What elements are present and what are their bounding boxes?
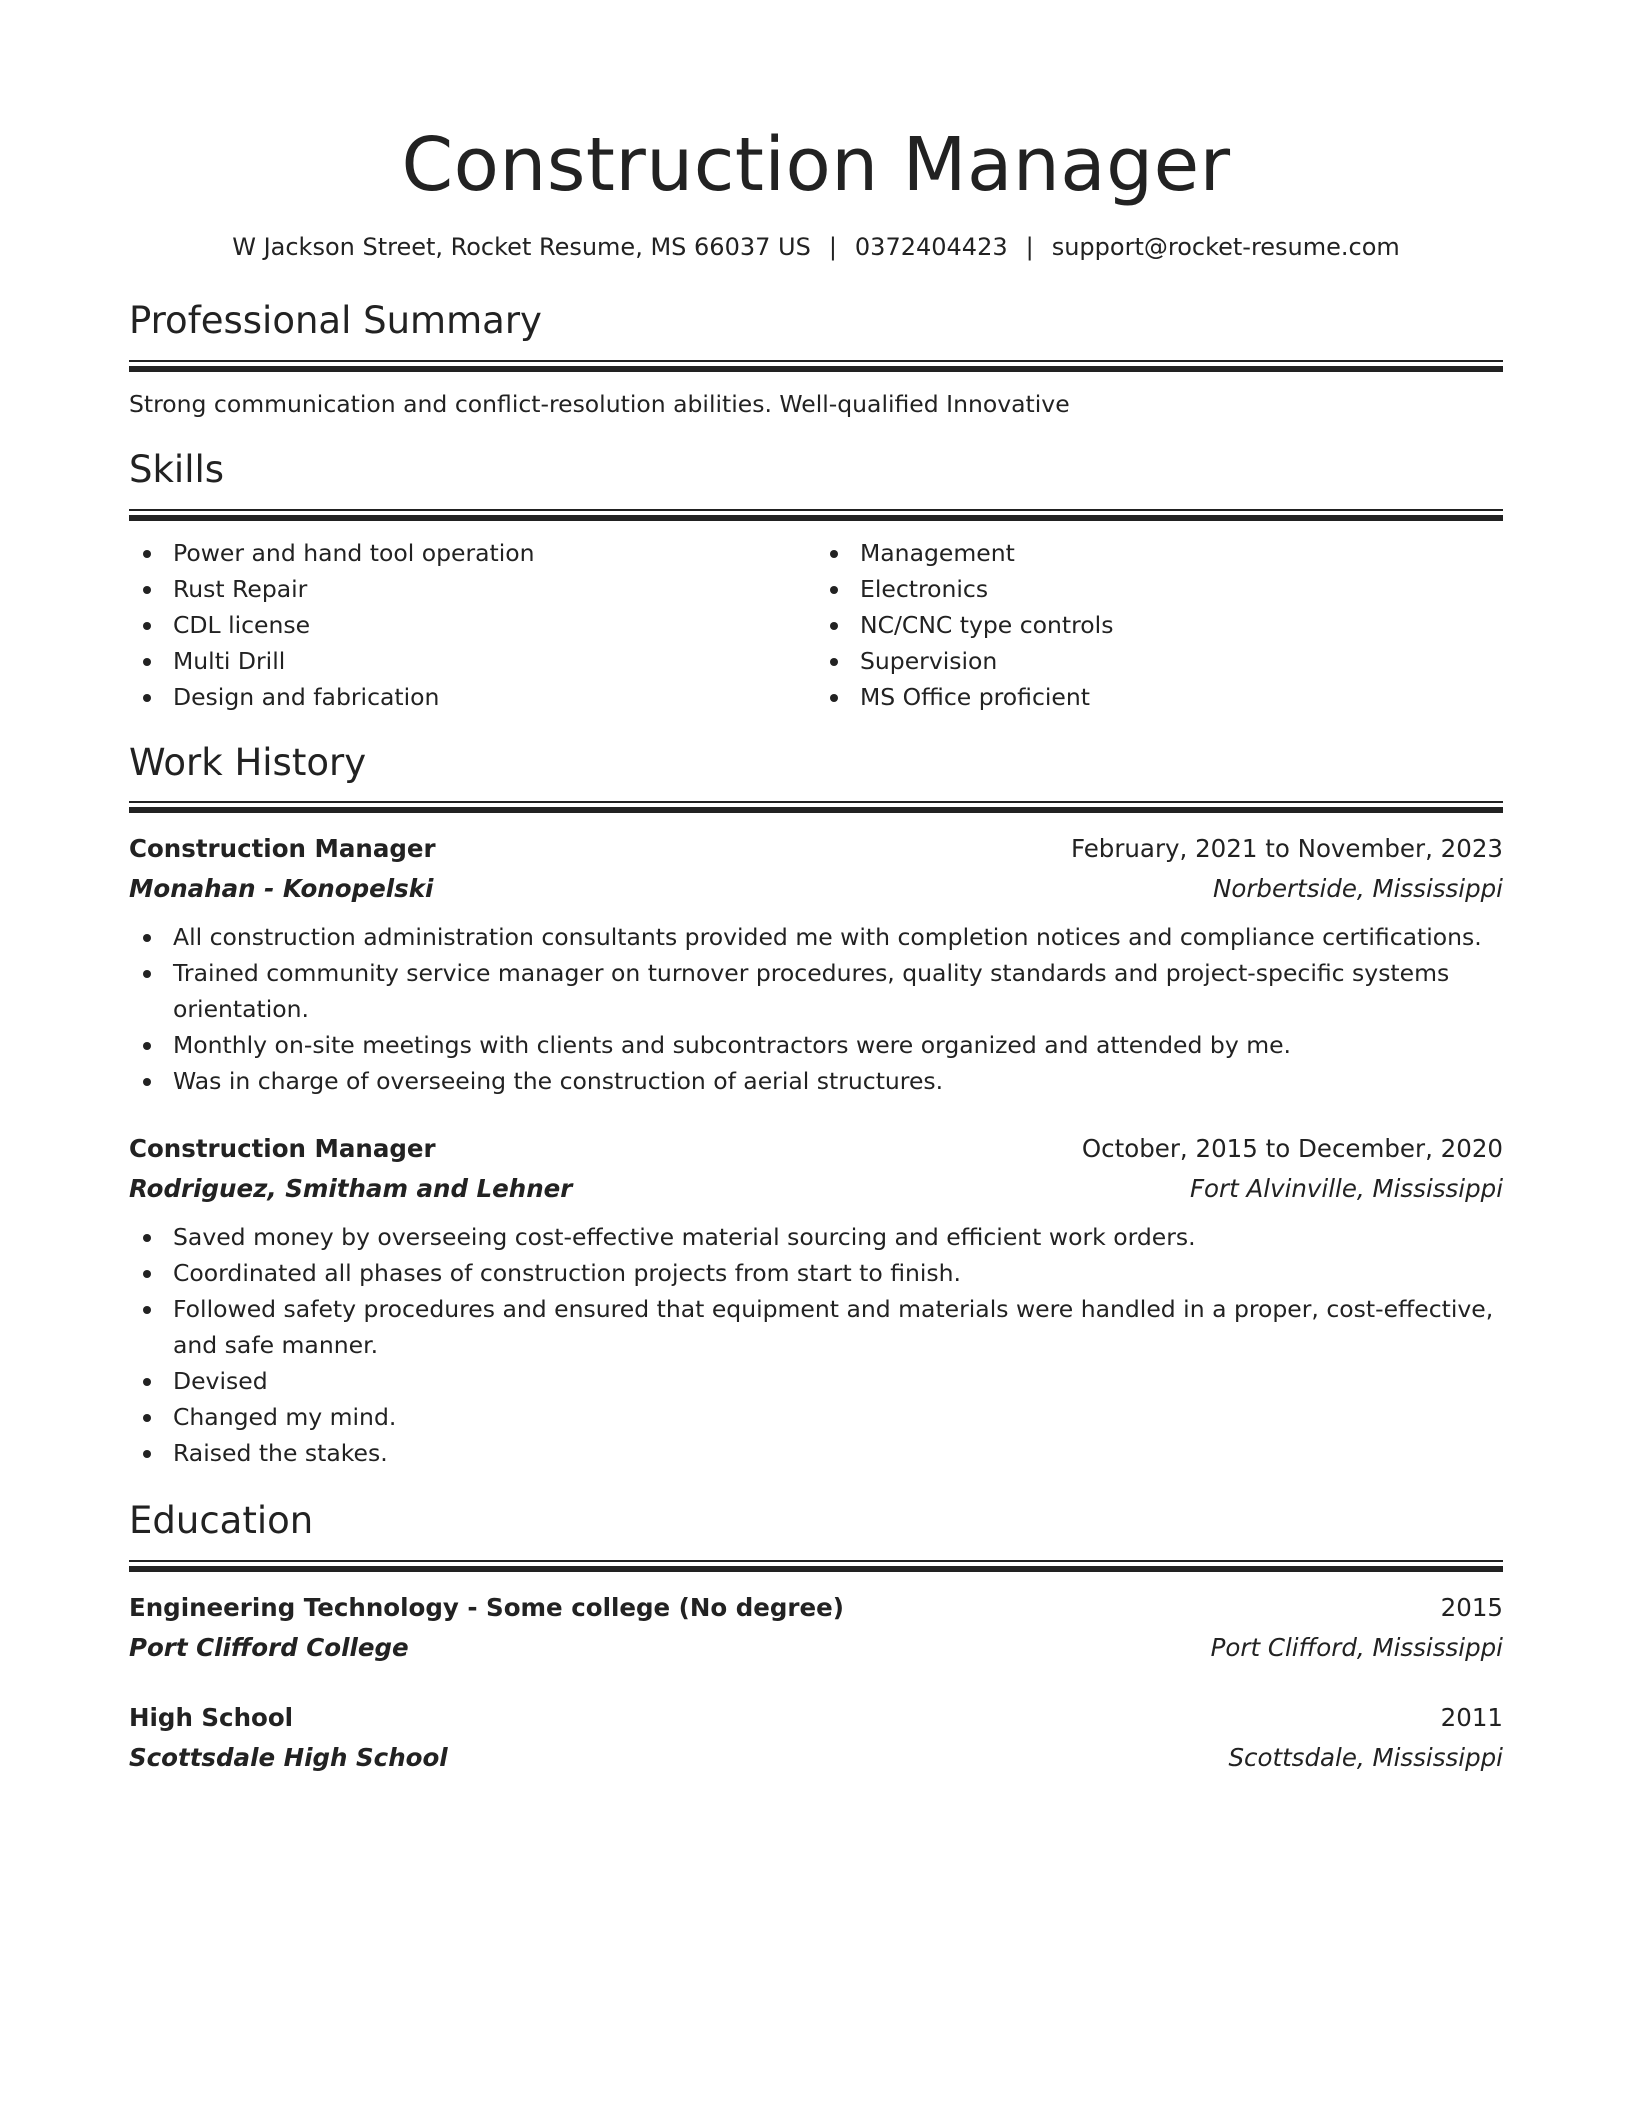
job-duty: Monthly on-site meetings with clients and subcontractors were organized and attended by me. xyxy=(129,1027,1503,1063)
contact-address: W Jackson Street, Rocket Resume, MS 66037 US xyxy=(232,233,811,261)
section-heading-work-history: Work History xyxy=(129,740,367,784)
job-title: Construction Manager xyxy=(129,1134,436,1164)
job-duty: Changed my mind. xyxy=(129,1399,1503,1435)
section-heading-education: Education xyxy=(129,1499,314,1543)
job-duties-list xyxy=(129,919,1503,1099)
education-degree: High School xyxy=(129,1702,294,1732)
job-company-row xyxy=(129,1169,1503,1209)
education-school: Port Clifford College xyxy=(129,1632,409,1662)
contact-phone: 0372404423 xyxy=(854,233,1008,261)
education-school-row xyxy=(129,1738,1503,1778)
education-header-row xyxy=(129,1698,1503,1738)
skill-item: Electronics xyxy=(816,571,1503,607)
skill-item: Power and hand tool operation xyxy=(129,535,816,571)
education-school: Scottsdale High School xyxy=(129,1742,448,1772)
education-header-row xyxy=(129,1588,1503,1628)
job-duty: Coordinated all phases of construction projects from start to finish. xyxy=(129,1255,1503,1291)
job-duties-list xyxy=(129,1219,1503,1471)
section-heading-skills: Skills xyxy=(129,448,225,492)
skill-item: Rust Repair xyxy=(129,571,816,607)
job-duty: Trained community service manager on turnover procedures, quality standards and project-specific systems orientation. xyxy=(129,955,1503,1027)
job-location: Norbertside, Mississippi xyxy=(1213,874,1503,904)
section-divider xyxy=(129,360,1503,372)
skills-column-left xyxy=(129,535,816,715)
skill-item: MS Office proficient xyxy=(816,679,1503,715)
skill-item: Design and fabrication xyxy=(129,679,816,715)
job-company-row xyxy=(129,869,1503,909)
job-dates: October, 2015 to December, 2020 xyxy=(1081,1134,1503,1164)
job-duty: Raised the stakes. xyxy=(129,1435,1503,1471)
skills-list xyxy=(129,535,1503,715)
work-history-section xyxy=(129,741,1503,1471)
skills-column-right xyxy=(816,535,1503,715)
job-entry xyxy=(129,829,1503,1099)
summary-text: Strong communication and conflict-resolution abilities. Well-qualified Innovative xyxy=(129,389,1070,418)
education-degree: Engineering Technology - Some college (No degree) xyxy=(129,1592,844,1622)
section-divider xyxy=(129,509,1503,521)
skill-item: Multi Drill xyxy=(129,643,816,679)
job-duty: Was in charge of overseeing the construction of aerial structures. xyxy=(129,1063,1503,1099)
section-heading-summary: Professional Summary xyxy=(129,299,542,343)
job-company: Monahan - Konopelski xyxy=(129,874,434,904)
contact-separator: | xyxy=(1025,233,1034,261)
education-year: 2011 xyxy=(1440,1702,1503,1732)
skill-item: NC/CNC type controls xyxy=(816,607,1503,643)
section-divider xyxy=(129,1560,1503,1572)
job-header-row xyxy=(129,1129,1503,1169)
job-title: Construction Manager xyxy=(129,834,436,864)
job-location: Fort Alvinville, Mississippi xyxy=(1189,1174,1503,1204)
job-duty: Followed safety procedures and ensured that equipment and materials were handled in a proper, cost-effective, and safe manner. xyxy=(129,1291,1503,1363)
job-dates: February, 2021 to November, 2023 xyxy=(1070,834,1503,864)
job-entry xyxy=(129,1129,1503,1471)
education-entry xyxy=(129,1588,1503,1668)
contact-email: support@rocket-resume.com xyxy=(1051,233,1400,261)
education-school-row xyxy=(129,1628,1503,1668)
contact-separator: | xyxy=(828,233,837,261)
education-location: Scottsdale, Mississippi xyxy=(1228,1742,1503,1772)
job-company: Rodriguez, Smitham and Lehner xyxy=(129,1174,573,1204)
education-entry xyxy=(129,1698,1503,1778)
education-year: 2015 xyxy=(1440,1592,1503,1622)
job-duty: All construction administration consultants provided me with completion notices and compliance certifications. xyxy=(129,919,1503,955)
section-divider xyxy=(129,801,1503,813)
contact-line xyxy=(129,232,1503,263)
skill-item: Management xyxy=(816,535,1503,571)
skill-item: CDL license xyxy=(129,607,816,643)
education-section xyxy=(129,1499,1503,1777)
resume-title: Construction Manager xyxy=(401,122,1231,208)
job-duty: Devised xyxy=(129,1363,1503,1399)
job-header-row xyxy=(129,829,1503,869)
education-location: Port Clifford, Mississippi xyxy=(1210,1632,1503,1662)
skill-item: Supervision xyxy=(816,643,1503,679)
job-duty: Saved money by overseeing cost-effective material sourcing and efficient work orders. xyxy=(129,1219,1503,1255)
skills-section xyxy=(129,448,1503,714)
summary-section xyxy=(129,299,1503,420)
